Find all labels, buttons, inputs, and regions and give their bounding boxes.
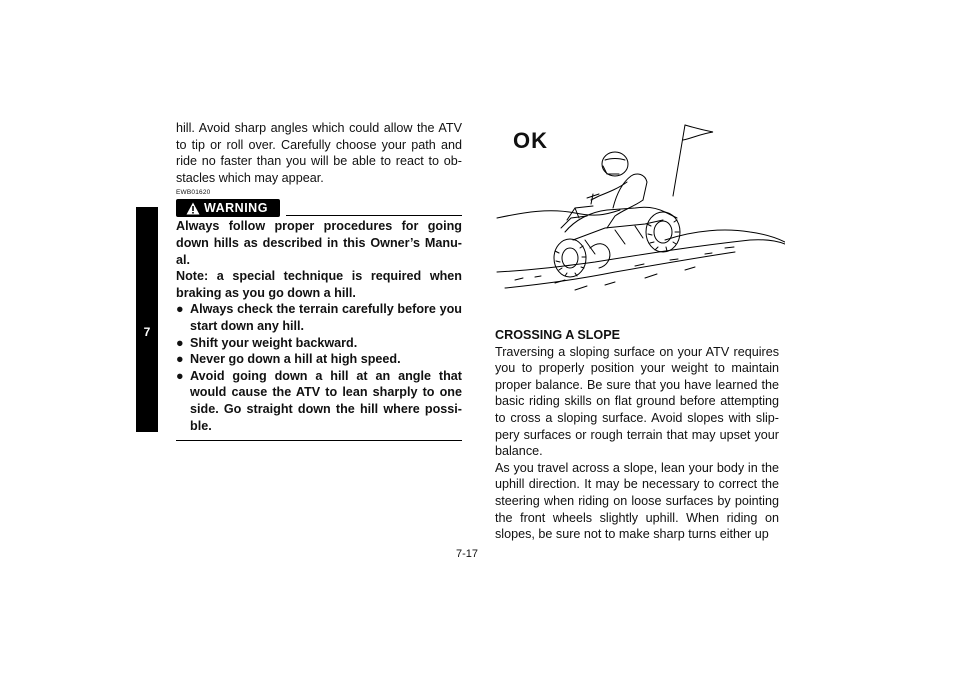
warning-badge xyxy=(176,199,280,217)
intro-paragraph: hill. Avoid sharp angles which could allow the ATV to tip or roll over. Carefully choose your path and ride no faster than you will be able to react to ob-stacles which may appear. xyxy=(176,121,462,185)
warning-code: EWB01620 xyxy=(176,189,211,197)
right-column xyxy=(495,327,779,543)
warning-triangle-icon xyxy=(186,202,200,215)
page-number: 7-17 xyxy=(456,548,479,560)
warning-end-rule xyxy=(176,440,462,441)
section-title: CROSSING A SLOPE xyxy=(495,328,621,342)
warning-rule xyxy=(286,215,462,216)
bullet-dot-icon: ● xyxy=(176,302,184,317)
bullet-dot-icon: ● xyxy=(176,368,184,383)
chapter-tab xyxy=(136,207,158,432)
warning-text-2: Note: a special technique is required when braking as you go down a hill. xyxy=(176,269,462,300)
slope-paragraph-1: Traversing a sloping surface on your ATV requires you to properly position your weight to maintain proper balance. Be sure that you have learned the basic riding skills on flat ground before attempting to cross a sloping surface. Avoid slopes with slip-pery surfaces or rough terrain that may upset your balance. xyxy=(495,344,779,459)
bullet-dot-icon: ● xyxy=(176,352,184,367)
list-item: ● Never go down a hill at high speed. xyxy=(176,352,401,367)
list-item: ● Avoid going down a hill at an angle that would cause the ATV to lean sharply to one side. Go straight down the hill where possi-ble. xyxy=(176,368,462,433)
chapter-number: 7 xyxy=(143,325,151,339)
slope-paragraph-2: As you travel across a slope, lean your body in the uphill direction. It may be necessary to correct the steering when riding on loose surfaces by pointing the front wheels slightly uphill. When riding on slopes, be sure not to make sharp turns either up xyxy=(495,460,779,542)
list-item: ● Shift your weight backward. xyxy=(176,335,358,350)
left-column xyxy=(176,120,462,441)
warning-text-1: Always follow proper procedures for going down hills as described in this Owner’s Manu-al. xyxy=(176,219,462,267)
bullet-dot-icon: ● xyxy=(176,335,184,350)
ok-label: OK xyxy=(513,128,548,153)
warning-header xyxy=(176,198,462,218)
atv-slope-illustration xyxy=(495,120,785,320)
list-item: ● Always check the terrain carefully before you start down any hill. xyxy=(176,302,462,333)
warning-bullets xyxy=(176,301,462,434)
warning-label: WARNING xyxy=(204,201,268,216)
